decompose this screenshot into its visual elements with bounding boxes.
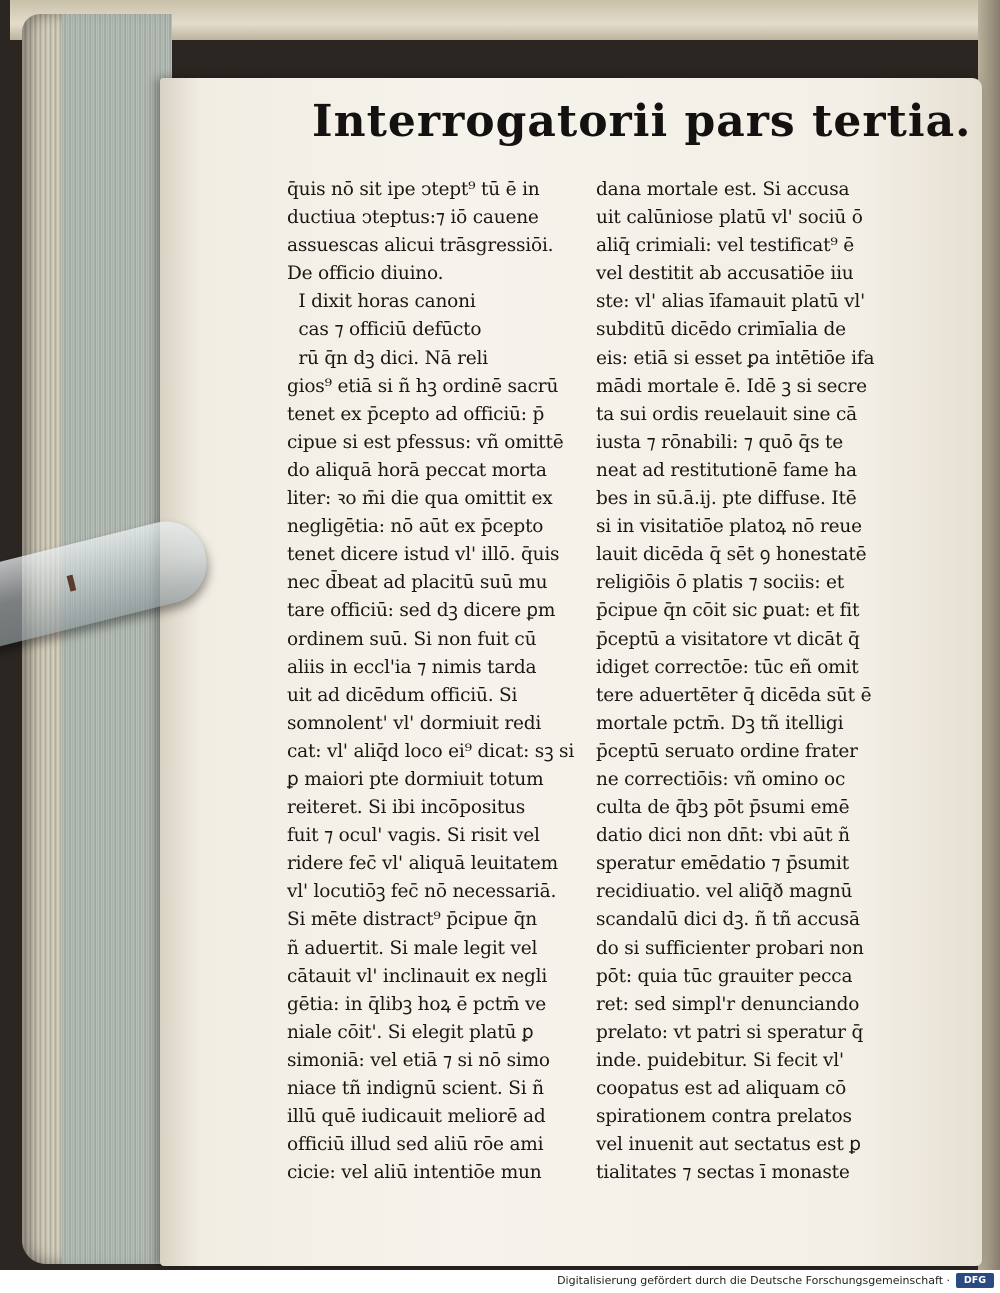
- text-line: fuit ⁊ ocul' vagis. Si risit vel: [287, 825, 540, 847]
- text-line: vel destitit ab accusatiōe iiu: [596, 263, 854, 285]
- text-line: uit calūniose platū vl' sociū ō: [596, 207, 863, 229]
- text-line: bes in sū.ā.ij. pte diffuse. Itē: [596, 488, 857, 510]
- text-line: ñ aduertit. Si male legit vel: [287, 937, 538, 959]
- text-line: liter: ꝛo m̄i die qua omittit ex: [287, 488, 553, 510]
- text-line: vel inuenit aut sectatus est ꝑ: [596, 1134, 861, 1156]
- text-line: cicie: vel aliū intentiōe mun: [287, 1162, 542, 1184]
- text-line: ta sui ordis reuelauit sine cā: [596, 403, 857, 425]
- dfg-logo: DFG: [956, 1273, 994, 1288]
- text-line: cātauit vl' inclinauit ex negli: [287, 965, 548, 987]
- text-line: q̄uis nō sit ipe ↄtept⁹ tū ē in: [287, 179, 540, 200]
- page-block-edges: [22, 14, 172, 1264]
- text-line: idiget correctōe: tūc eñ omit: [596, 656, 859, 678]
- text-line: niace tñ indignū scient. Si ñ: [287, 1078, 544, 1099]
- text-line: prelato: vt patri si speratur q̄: [596, 1021, 864, 1043]
- text-line: gios⁹ etiā si ñ hꝫ ordinē sacrū: [287, 375, 559, 397]
- text-line: pōt: quia tūc grauiter pecca: [596, 965, 853, 987]
- text-line: simoniā: vel etiā ⁊ si nō simo: [287, 1049, 550, 1071]
- text-line: De officio diuino.: [287, 263, 444, 285]
- text-line: neat ad restitutionē fame ha: [596, 459, 857, 481]
- text-line: tialitates ⁊ sectas ī monaste: [596, 1162, 850, 1184]
- footer-bar: [0, 1270, 1000, 1293]
- text-line: I dixit horas canoni: [287, 291, 476, 313]
- text-line: datio dici non dn̄t: vbi aūt ñ: [596, 825, 850, 847]
- text-line: p̄ceptū seruato ordine frater: [596, 740, 858, 762]
- text-line: tare officiū: sed dꝫ dicere ꝑm: [287, 600, 556, 622]
- text-line: aliq̄ crimiali: vel testificat⁹ ē: [596, 235, 855, 257]
- text-line: spirationem contra prelatos: [596, 1106, 852, 1128]
- text-line: rū q̄n dꝫ dici. Nā reli: [287, 347, 488, 369]
- text-line: uit ad dicēdum officiū. Si: [287, 684, 518, 706]
- text-line: mortale pctm̄. Dꝫ tñ itelligi: [596, 712, 844, 734]
- text-line: ne correctiōis: vñ omino oc: [596, 768, 846, 790]
- text-line: officiū illud sed aliū rōe ami: [287, 1134, 544, 1156]
- text-line: do si sufficienter probari non: [596, 937, 864, 959]
- text-line: tenet dicere istud vl' illō. q̄uis: [287, 544, 560, 566]
- page-heading: Interrogatorii pars tertia.: [312, 96, 972, 147]
- text-line: vl' locutiōꝫ fec̄ nō necessariā.: [287, 881, 557, 903]
- text-line: gētia: in q̄libꝫ hoꝝ ē pctm̄ ve: [287, 993, 546, 1015]
- text-column-left: [287, 176, 587, 1187]
- text-line: ductiua ↄteptus:⁊ iō cauene: [287, 207, 539, 229]
- footer-credit: Digitalisierung gefördert durch die Deutsche Forschungsgemeinschaft ·: [557, 1274, 950, 1287]
- text-line: negligētia: nō aūt ex p̄cepto: [287, 516, 544, 538]
- text-line: iusta ⁊ rōnabili: ⁊ quō q̄s te: [596, 431, 844, 453]
- text-line: somnolent' vl' dormiuit redi: [287, 712, 542, 734]
- text-line: ste: vl' alias īfamauit platū vl': [596, 291, 865, 313]
- text-line: p̄ceptū a visitatore vt dicāt q̄: [596, 628, 860, 650]
- text-line: speratur emēdatio ⁊ p̄sumit: [596, 853, 849, 875]
- text-line: lauit dicēda q̄ sēt ꝯ honestatē: [596, 544, 867, 566]
- text-line: inde. puidebitur. Si fecit vl': [596, 1049, 844, 1071]
- text-column-right: [596, 176, 906, 1187]
- text-line: coopatus est ad aliquam cō: [596, 1078, 847, 1099]
- text-line: tenet ex p̄cepto ad officiū: p̄: [287, 403, 545, 425]
- text-line: illū quē iudicauit meliorē ad: [287, 1106, 546, 1128]
- text-line: aliis in eccl'ia ⁊ nimis tarda: [287, 656, 537, 678]
- text-line: do aliquā horā peccat morta: [287, 459, 547, 481]
- text-line: p̄cipue q̄n cōit sic ꝑuat: et fit: [596, 600, 860, 622]
- text-line: culta de q̄bꝫ pōt p̄sumi emē: [596, 797, 850, 819]
- text-line: religiōis ō platis ⁊ sociis: et: [596, 572, 845, 594]
- text-line: eis: etiā si esset ꝑa intētiōe ifa: [596, 347, 875, 369]
- text-line: cat: vl' aliq̄d loco ei⁹ dicat: sꝫ si: [287, 740, 575, 762]
- text-line: ridere fec̄ vl' aliquā leuitatem: [287, 853, 559, 875]
- text-line: niale cōit'. Si elegit platū ꝑ: [287, 1021, 534, 1043]
- text-line: ordinem suū. Si non fuit cū: [287, 628, 537, 650]
- text-line: ꝑ maiori pte dormiuit totum: [287, 768, 544, 790]
- clip-mark: [67, 575, 77, 592]
- text-line: mādi mortale ē. Idē ꝫ si secre: [596, 375, 867, 397]
- text-line: reiteret. Si ibi incōpositus: [287, 797, 526, 819]
- text-line: assuescas alicui trāsgressiōi.: [287, 235, 554, 257]
- text-line: cas ⁊ officiū defūcto: [287, 319, 482, 341]
- text-line: dana mortale est. Si accusa: [596, 179, 850, 200]
- text-line: scandalū dici dꝫ. ñ tñ accusā: [596, 909, 860, 931]
- text-line: si in visitatiōe platoꝝ nō reue: [596, 516, 862, 538]
- text-line: cipue si est pfessus: vñ omittē: [287, 431, 564, 453]
- text-line: ret: sed simpl'r denunciando: [596, 993, 860, 1015]
- text-line: recidiuatio. vel aliq̄ð magnū: [596, 881, 853, 903]
- text-line: tere aduertēter q̄ dicēda sūt ē: [596, 684, 872, 706]
- text-line: nec d̄beat ad placitū suū mu: [287, 572, 548, 594]
- text-line: subditū dicēdo crimīalia de: [596, 319, 846, 341]
- text-line: Si mēte distract⁹ p̄cipue q̄n: [287, 909, 537, 931]
